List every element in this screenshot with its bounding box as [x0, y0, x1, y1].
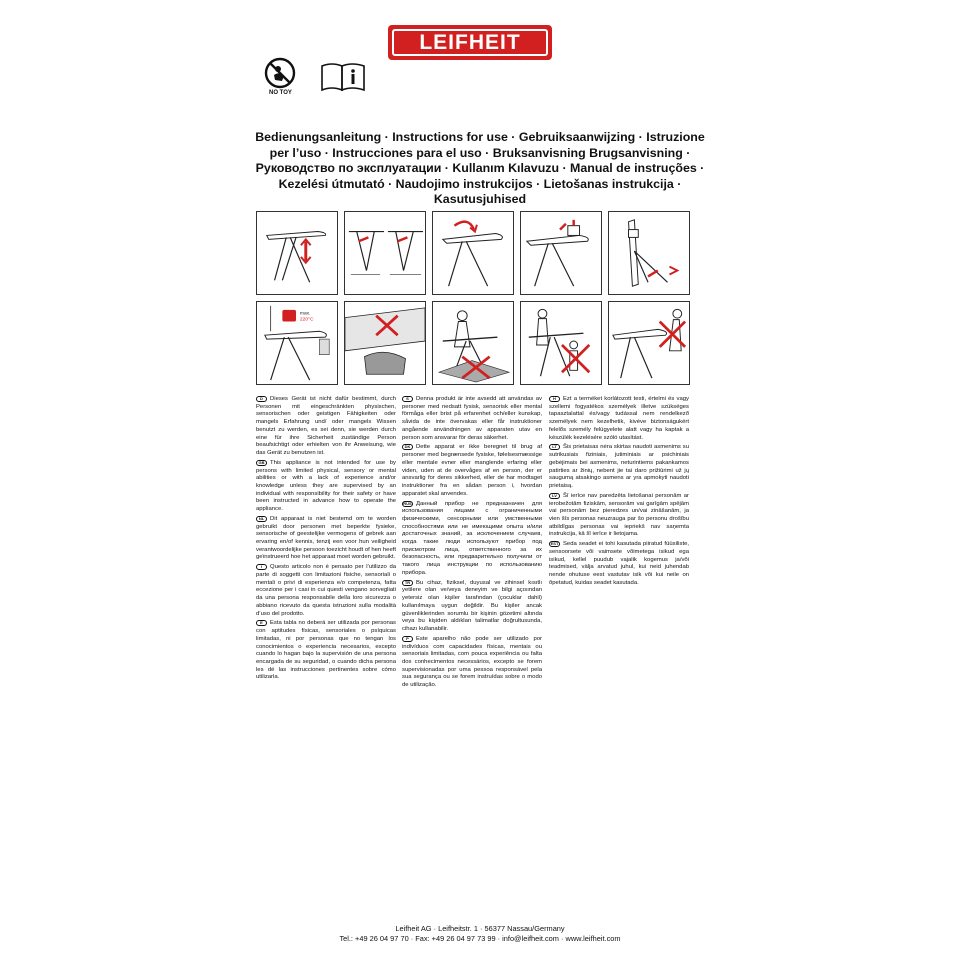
country-badge: S [402, 396, 413, 402]
notice-text: Šī ierīce nav paredzēta lietošanai personām ar ierobežotām fiziskām, sensorām vai garīgām spējām vai personām bez pieredzes un/vai zināšanām, ja vien šīs personas neuzrauga par šo personu drošību atbildīgas personas vai iepriekš nav saņemta instrukcija, kā šī ierīce ir lietojama. [549, 492, 689, 538]
notice-text: Dette apparat er ikke beregnet til brug af personer med begrænsede fysiske, følelsesmæssige eller mentale evner eller manglende erfaring eller viden, uden at de overvåges af en person, der er ansvarlig for deres sikkerhed, eller de har modtaget instruktioner fra en sådan person i, hvordan apparatet skal anvendes. [402, 444, 542, 497]
country-badge: I [256, 564, 267, 570]
figure-height-adjust [344, 211, 426, 295]
notice-text: Dieses Gerät ist nicht dafür bestimmt, durch Personen mit eingeschränkten physischen, sensorischen oder geistigen Fähigkeiten oder mangels Erfahrung und/ oder mangels Wissen benutzt zu werden, es sei denn, sie werden durch eine für ihre Sicherheit zuständige Person beaufsichtigt oder erhielten von ihr Anweisung, wie das Gerät zu benutzen ist. [256, 396, 396, 456]
notice-paragraph [402, 444, 542, 498]
notice-column-2 [402, 396, 542, 692]
country-badge: DK [402, 444, 413, 450]
notice-paragraph [402, 636, 542, 690]
country-badge: LT [549, 444, 560, 450]
notice-text: Denna produkt är inte avsedd att användas av personer med nedsatt fysisk, sensorisk eller mental förmåga eller brist på erfarenhet och/eller kunskap, såvida de inte övervakas eller får instruktioner angående användningen av apparaten utav en person som ansvarar för deras säkerhet. [402, 396, 542, 441]
instruction-figures [256, 211, 690, 387]
country-badge: NL [256, 516, 267, 522]
notice-text: Seda seadet ei tohi kasutada piiratud füüsiliste, sensoorsete või vaimsete võimetega isikud ega isikud, kellel puudub vajalik kogemus ja/või teadmised, välja arvatud juhul, kui neid juhendab nende ohutuse eest vastutav isik või kui neile on õpetatud, kuidas seadet kasutada. [549, 541, 689, 586]
figure-lock-legs [432, 211, 514, 295]
figure-stable-surface [432, 301, 514, 385]
notice-text: Questo articolo non è pensato per l’utilizzo da parte di soggetti con limitazioni fisiche, sensoriali o mentali o privi di esperienza e/o competenza, fatta eccezione per i casi in cui questi vengano sorvegliati da una persona responsabile della loro sicurezza o abbiano ricevuto da questa istruzioni sulla modalità d’uso del prodotto. [256, 564, 396, 617]
country-badge: RUS [403, 500, 412, 506]
figure-no-cover-damage [344, 301, 426, 385]
notice-text: Šis prietaisas nėra skirtas naudoti asmenims su sutrikusiais fiziniais, jutiminiais ar psichiniais gebėjimais bei asmenims, neturintiems pakankamos patirties ar žinių, nebent jie tai daro prižiūrimi už jų saugumą atsakingo asmens ar yra apmokyti naudoti prietaisą. [549, 444, 689, 489]
country-badge: TR [402, 580, 413, 586]
country-badge: H [549, 396, 560, 402]
notice-paragraph [549, 444, 689, 490]
svg-text:max.: max. [299, 311, 311, 317]
notice-text: Esta tabla no deberá ser utilizada por personas con aptitudes físicas, sensoriales o psíquicas limitadas, ni por personas que no tengan los conocimientos o experiencia necesarios, excepto cuando lo hagan bajo la supervisión de una persona encargada de su seguridad, o cuando dicha persona les dé las instrucciones pertinentes sobre cómo utilizarla. [256, 620, 396, 681]
figure-iron-rest [520, 211, 602, 295]
figure-open-board [256, 211, 338, 295]
country-badge: P [402, 636, 413, 642]
notice-paragraph [549, 396, 689, 442]
notice-text: Ezt a terméket korlátozott testi, értelmi és vagy szellemi fogyatékos személyek illetve szükséges tapasztalattal és/vagy tudással nem rendelkező személyek nem kezelhetik, kivéve biztonságukért felelős személy felügyelete alatt vagy ha kaptak a készülék kezelésére szóló utasítást. [549, 396, 689, 441]
no-toy-label: NO TOY [269, 90, 292, 96]
figure-no-sitting [608, 301, 690, 385]
figure-max-temperature [256, 301, 338, 385]
notice-paragraph [402, 396, 542, 442]
country-badge: LV [549, 493, 560, 499]
notice-column-3 [549, 396, 689, 590]
country-badge: E [256, 620, 267, 626]
notice-text: Dit apparaat is niet bestemd om te worden gebruikt door personen met beperkte fysieke, sensorische of geestelijke vermogens of gebrek aan ervaring en/of kennis, tenzij een voor hun veiligheid verantwoordelijke persoon toezicht houdt of hen heeft geïnstrueerd hoe het apparaat moet worden gebruikt. [256, 515, 396, 561]
notice-text: This appliance is not intended for use by persons with limited physical, sensory or mental abilities or with a lack of experience and/or knowledge unless they are supervised by an individual with responsibility for their safety or have been instructed in advance how to operate the appliance. [256, 459, 396, 513]
figure-keep-children-away [520, 301, 602, 385]
notice-paragraph [549, 541, 689, 587]
footer-address: Leifheit AG · Leifheitstr. 1 · 56377 Nassau/Germany [395, 924, 565, 933]
svg-text:220°C: 220°C [299, 317, 314, 323]
notice-paragraph [256, 396, 396, 458]
figure-fold-board [608, 211, 690, 295]
notice-paragraph [256, 516, 396, 562]
page-title: Bedienungsanleitung · Instructions for use · Gebruiksaanwijzing · Istruzione per l’uso · Instrucciones para el uso · Bruksanvisning Brugsanvisning · Руководство по эксплуатации · Kullanım Kılavuzu · Manual de instruções · Kezelési útmutató · Naudojimo instrukcijos · Lietošanas instrukcija · Kasutusjuhised [255, 130, 705, 206]
brand-logo-frame [392, 29, 548, 56]
notice-text: Bu cihaz, fiziksel, duyusal ve zihinsel kısıtlı yetilere olan ve/veya deneyim ve bilgi açısından yetersiz olan kişiler tarafından (çocuklar dahil) kullanılmaya uygun değildir. Bu kişiler ancak güvenliklerinden sorumlu bir kişinin gözetimi altında veya bu kişiden aldıkları talimatlar doğrultusunda, cihazı kullanabilir. [402, 579, 542, 632]
notice-paragraph [256, 620, 396, 682]
warning-icons [262, 57, 372, 101]
notice-column-1 [256, 396, 396, 684]
notice-paragraph [402, 580, 542, 634]
company-footer [300, 924, 660, 944]
notice-text: Данный прибор не предназначен для использования лицами с ограниченными физическими, сенсорными или умственными способностями или не имеющими опыта и/или достаточных знаний, за исключением случаев, когда такие люди используют прибор под присмотром лица, ответственного за их безопасность, или предварительно получили от такого лица инструкции по использованию прибора. [402, 500, 542, 576]
notice-text: Este aparelho não pode ser utilizado por indivíduos com capacidades físicas, mentais ou sensoriais limitadas, com pouca experiência ou falta dos conhecimentos necessários, excepto se forem supervisionadas por uma pessoa responsável pela sua segurança ou se forem instruídas sobre o modo de utilização. [402, 635, 542, 689]
brand-logo [388, 25, 552, 60]
footer-contact: Tel.: +49 26 04 97 70 · Fax: +49 26 04 97 73 99 · info@leifheit.com · www.leifheit.com [339, 934, 621, 943]
country-badge: GB [256, 460, 267, 466]
country-badge: D [256, 396, 267, 402]
country-badge: EST [550, 541, 559, 547]
notice-paragraph [256, 564, 396, 618]
notice-paragraph [549, 493, 689, 539]
notice-paragraph [402, 501, 542, 578]
read-manual-icon [320, 60, 366, 92]
brand-logo-text: LEIFHEIT [419, 30, 521, 54]
notice-paragraph [256, 460, 396, 514]
